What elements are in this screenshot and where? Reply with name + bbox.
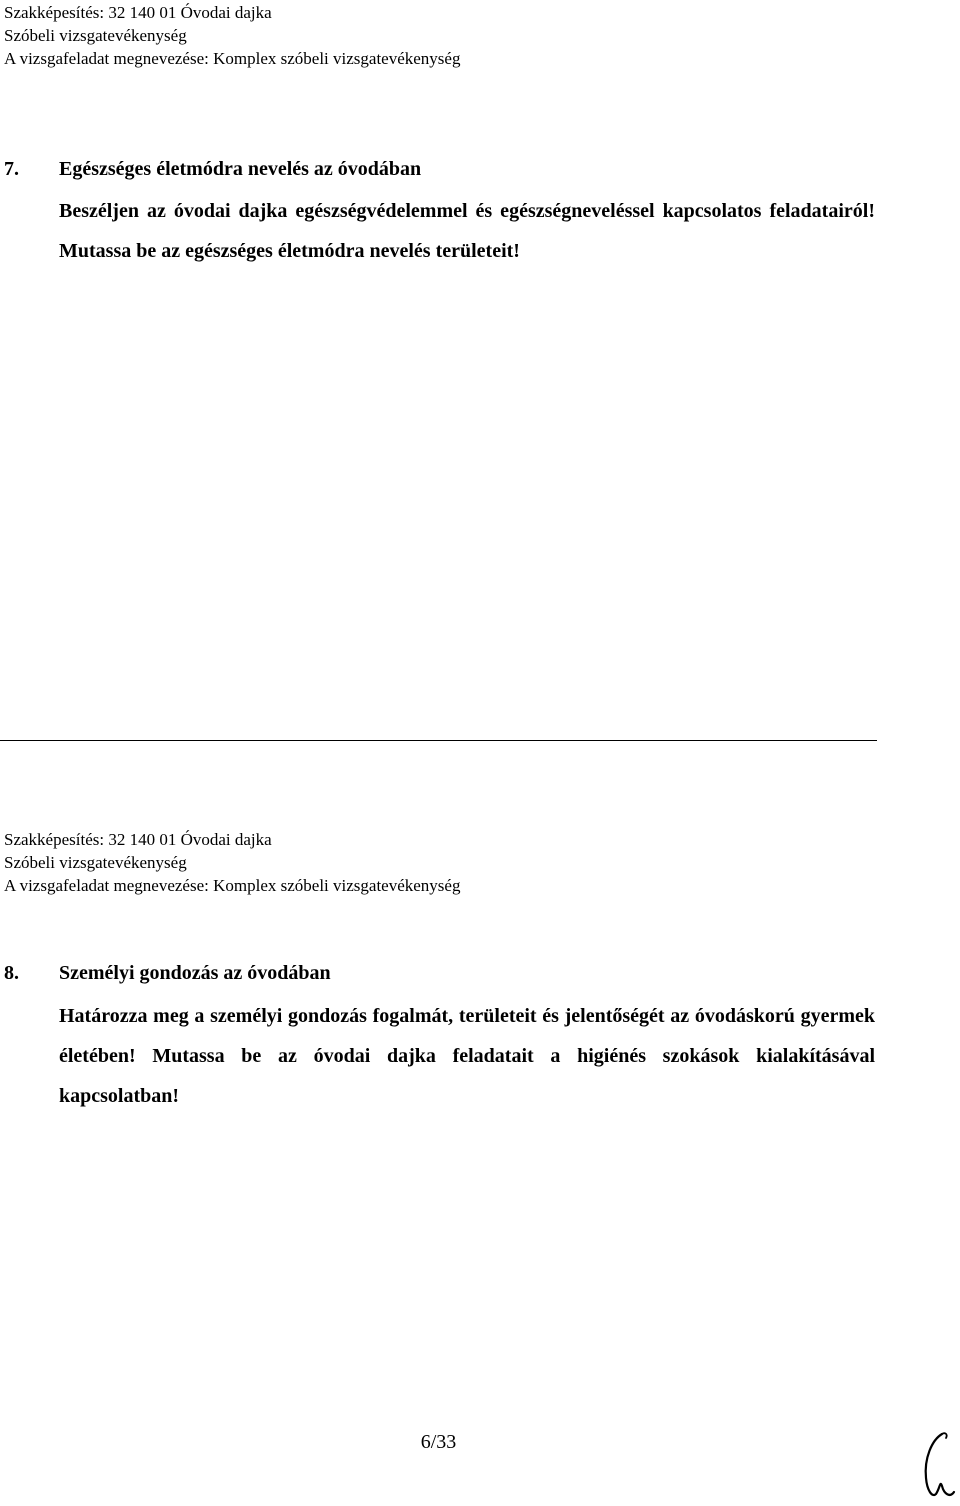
task-number: 8. <box>4 962 19 984</box>
page-header <box>4 828 460 897</box>
task-heading <box>4 158 421 181</box>
task-title: Egészséges életmódra nevelés az óvodában <box>59 158 422 180</box>
task-heading <box>4 962 331 985</box>
task-description: Határozza meg a személyi gondozás fogalmát, területeit és jelentőségét az óvodáskorú gyermek életében! Mutassa be az óvodai dajka feladatait a higiénés szokások kialakításával kapcsolatban! <box>59 1005 875 1107</box>
page-divider <box>0 740 877 741</box>
task-title: Személyi gondozás az óvodában <box>59 962 331 984</box>
header-qualification: Szakképesítés: 32 140 01 Óvodai dajka <box>4 830 272 849</box>
signature-mark <box>918 1428 958 1504</box>
header-exam-type: Szóbeli vizsgatevékenység <box>4 853 187 872</box>
header-exam-type: Szóbeli vizsgatevékenység <box>4 26 187 45</box>
header-task-name: A vizsgafeladat megnevezése: Komplex szóbeli vizsgatevékenység <box>4 49 461 68</box>
header-qualification: Szakképesítés: 32 140 01 Óvodai dajka <box>4 3 272 22</box>
page-header <box>4 1 460 70</box>
task-description: Beszéljen az óvodai dajka egészségvédelemmel és egészségneveléssel kapcsolatos feladatairól! Mutassa be az egészséges életmódra nevelés területeit! <box>59 200 875 262</box>
header-task-name: A vizsgafeladat megnevezése: Komplex szóbeli vizsgatevékenység <box>4 876 461 895</box>
page-number: 6/33 <box>420 1431 457 1453</box>
task-number: 7. <box>4 158 19 180</box>
